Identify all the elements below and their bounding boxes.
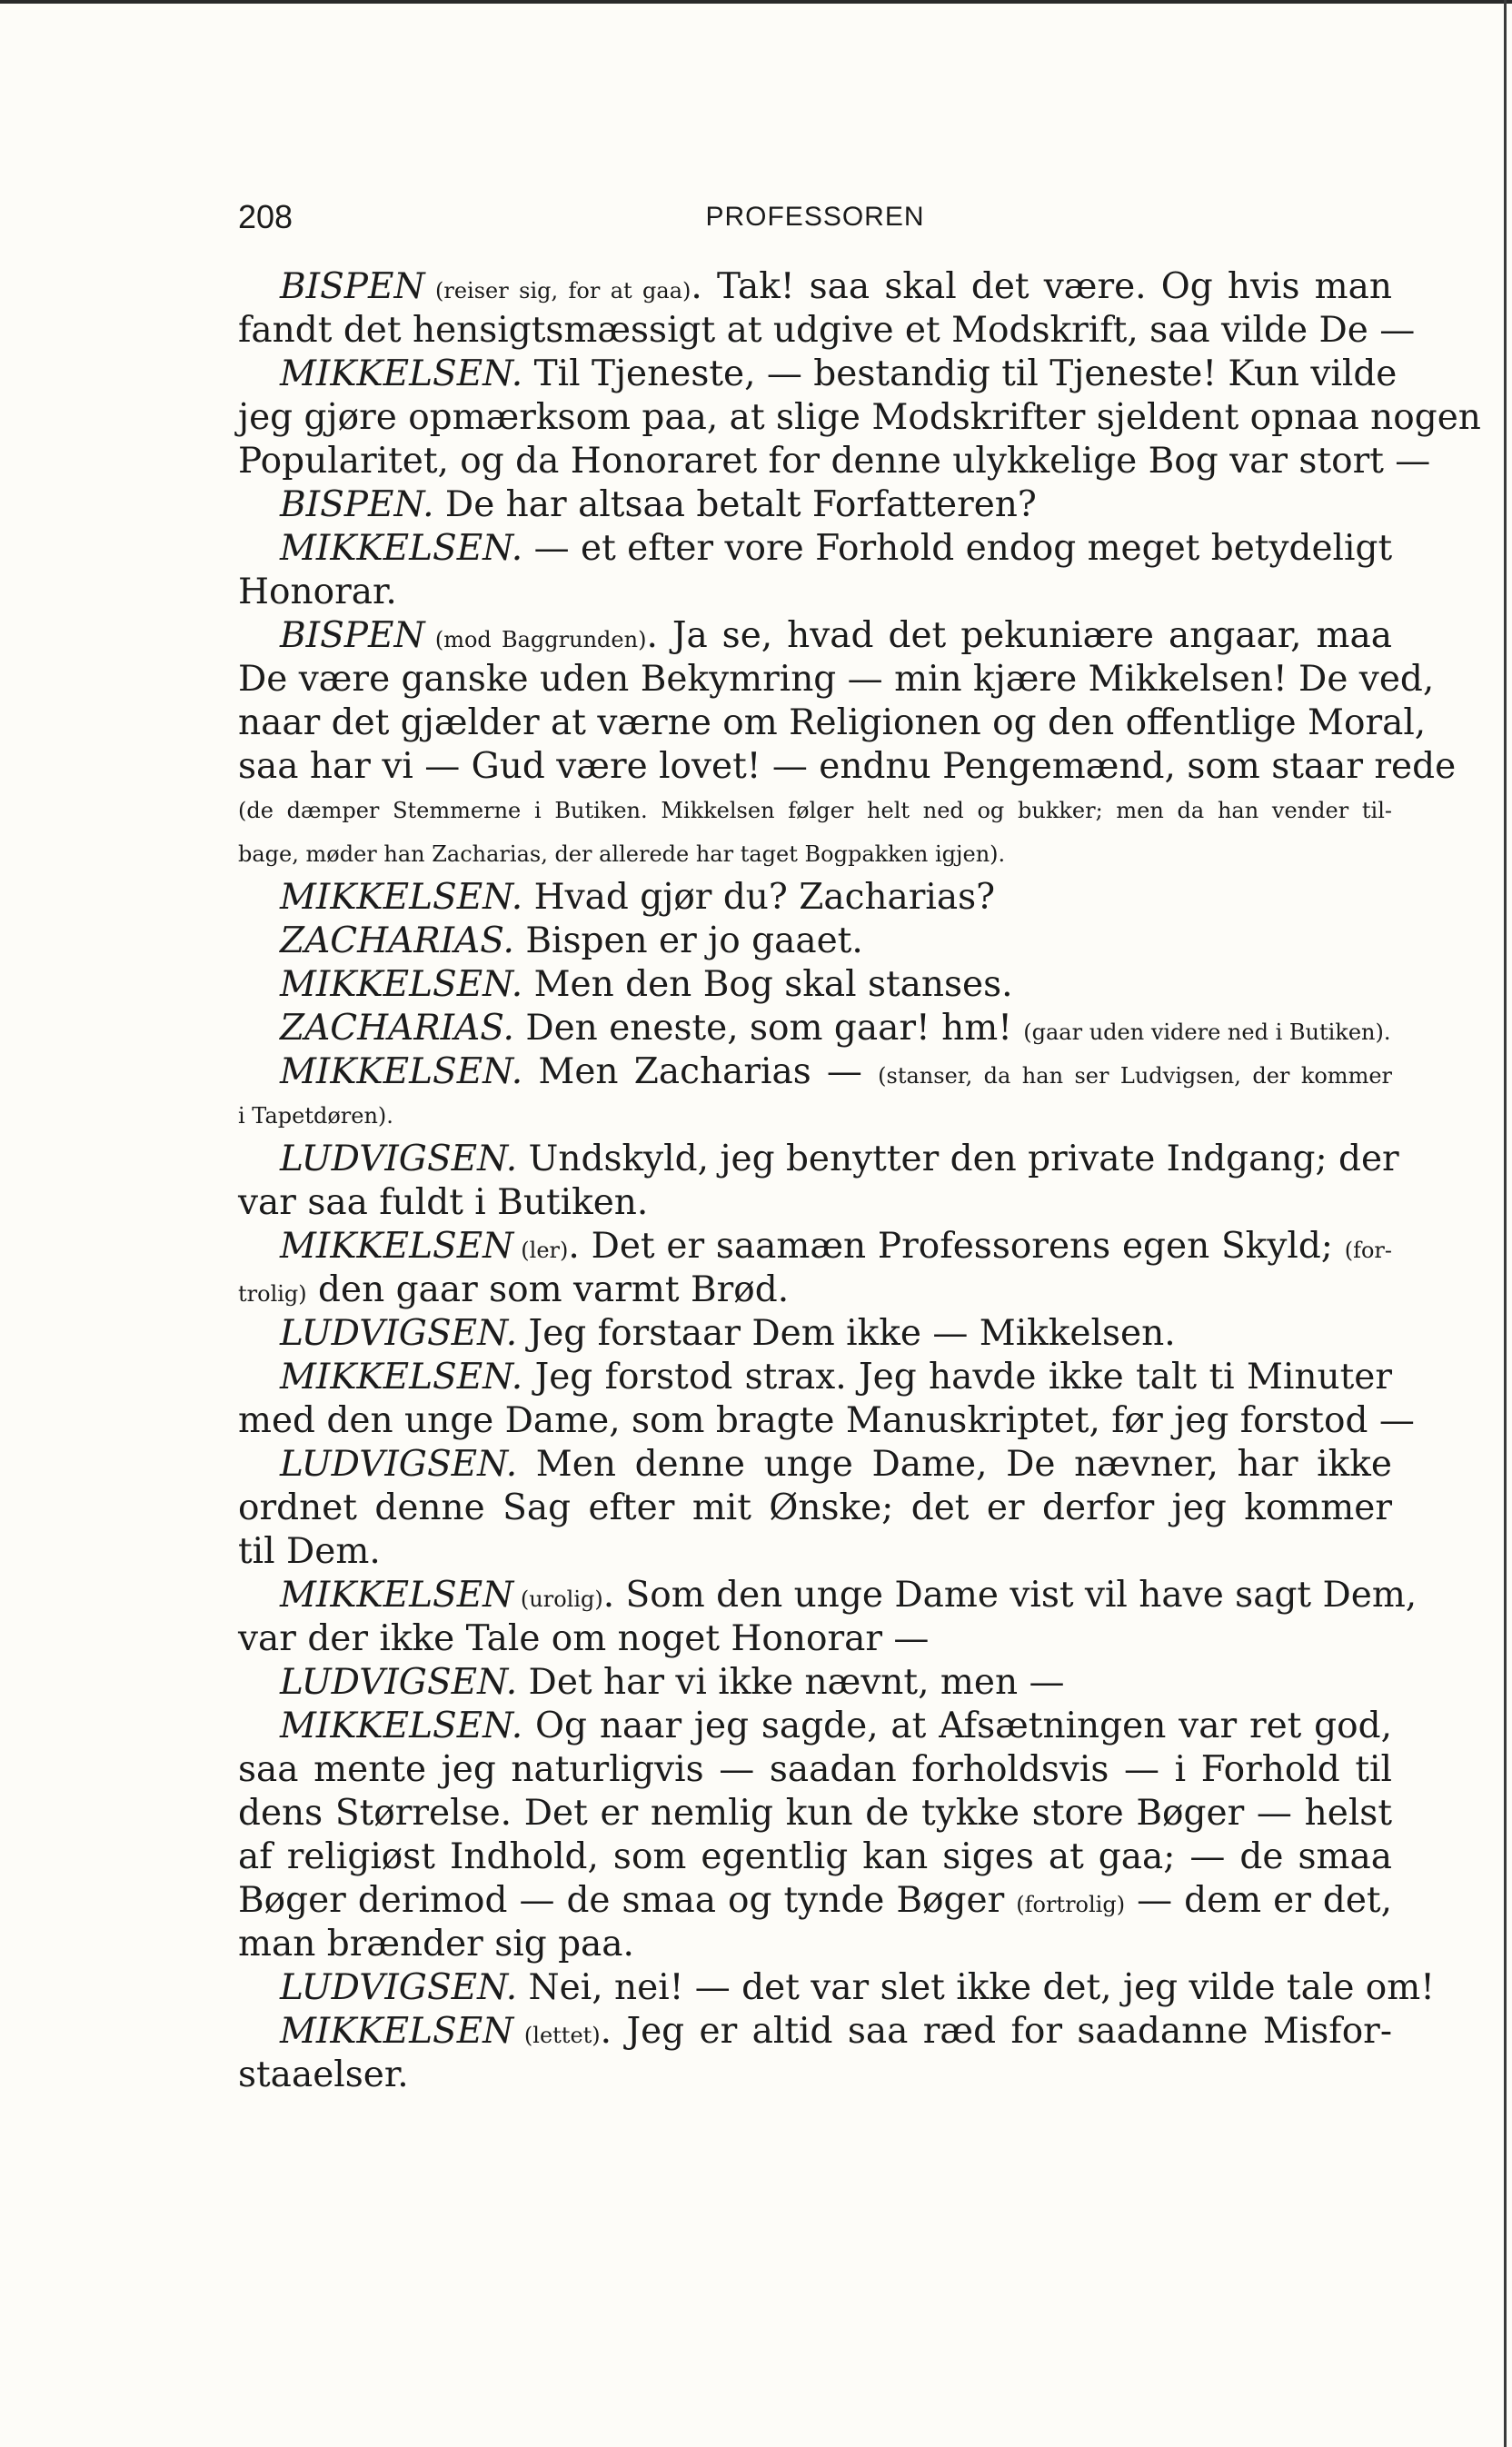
dialogue-text: man brænder sig paa. [238, 1924, 634, 1965]
text-line [238, 1443, 1392, 1487]
text-line [238, 701, 1427, 745]
stage-direction: (gaar uden videre ned i Butiken). [1023, 1020, 1391, 1045]
dialogue-text: Den eneste, som gaar! hm! [513, 1008, 1024, 1049]
dialogue-text: til Dem. [238, 1531, 381, 1572]
dialogue-text: Bøger derimod — de smaa og tynde Bøger [238, 1880, 1017, 1921]
text-line [238, 527, 1392, 571]
text-line [238, 745, 1457, 789]
text-line [238, 1966, 1435, 2010]
speaker-name: MIKKELSEN. [280, 528, 523, 569]
speaker-name: MIKKELSEN. [280, 1706, 523, 1746]
stage-direction: (ler) [513, 1238, 569, 1263]
stage-direction: (for- [1344, 1238, 1392, 1263]
text-line [238, 1487, 1392, 1530]
speaker-name: BISPEN [280, 615, 425, 656]
dialogue-text: . Tak! saa skal det være. Og hvis man [691, 266, 1392, 307]
speaker-name: MIKKELSEN [280, 1226, 514, 1267]
dialogue-text: De har altsaa betalt Forfatteren? [433, 484, 1037, 525]
text-line [238, 1792, 1392, 1835]
dialogue-text: jeg gjøre opmærksom paa, at slige Modskrifter sjeldent opnaa nogen [238, 397, 1481, 438]
text-line [238, 571, 1392, 614]
page-border-right [1504, 0, 1507, 2447]
text-line [238, 1138, 1399, 1181]
stage-direction: (urolig) [513, 1587, 603, 1612]
dialogue-text: Jeg forstaar Dem ikke — Mikkelsen. [517, 1313, 1176, 1354]
dialogue-text: naar det gjælder at værne om Religionen og den offentlige Moral, [238, 702, 1427, 743]
speaker-name: MIKKELSEN [280, 1575, 514, 1616]
text-line [238, 353, 1398, 396]
page-number: 208 [238, 198, 293, 235]
dialogue-text: den gaar som varmt Brød. [306, 1269, 790, 1310]
dialogue-text: Popularitet, og da Honoraret for denne ulykkelige Bog var stort — [238, 441, 1431, 482]
dialogue-text: ordnet denne Sag efter mit Ønske; det er derfor jeg kommer [238, 1487, 1392, 1528]
text-line [238, 1879, 1392, 1923]
play-text [238, 265, 1481, 2097]
dialogue-text: Honorar. [238, 572, 397, 612]
text-line [238, 483, 1392, 527]
stage-direction: (fortrolig) [1016, 1892, 1126, 1917]
text-line [238, 1356, 1392, 1399]
speaker-name: MIKKELSEN. [280, 1357, 523, 1398]
text-line [238, 2010, 1392, 2054]
running-title: PROFESSOREN [705, 202, 925, 232]
dialogue-text: med den unge Dame, som bragte Manuskriptet, før jeg forstod — [238, 1400, 1415, 1441]
stage-direction: (lettet) [513, 2023, 601, 2048]
speaker-name: ZACHARIAS. [280, 920, 514, 961]
text-line [238, 1399, 1415, 1443]
dialogue-text: staaelser. [238, 2054, 409, 2095]
text-line [238, 1225, 1392, 1268]
stage-direction: (reiser sig, for at gaa) [424, 278, 691, 303]
text-line [238, 1923, 1392, 1966]
speaker-name: BISPEN [280, 266, 425, 307]
dialogue-text: Jeg forstod strax. Jeg havde ikke talt ti Minuter [522, 1357, 1392, 1398]
speaker-name: MIKKELSEN. [280, 1051, 523, 1092]
dialogue-text: Men denne unge Dame, De nævner, har ikke [517, 1444, 1392, 1485]
text-line [238, 876, 1392, 920]
text-line [238, 1181, 1392, 1225]
text-line [238, 1835, 1392, 1879]
speaker-name: LUDVIGSEN. [280, 1313, 518, 1354]
text-line [238, 309, 1416, 353]
text-line [238, 1705, 1392, 1748]
dialogue-text: De være ganske uden Bekymring — min kjære Mikkelsen! De ved, [238, 659, 1435, 700]
dialogue-text: . Jeg er altid saa ræd for saadanne Misfor- [600, 2011, 1393, 2052]
text-line [238, 1661, 1392, 1705]
dialogue-text: af religiøst Indhold, som egentlig kan siges at gaa; — de smaa [238, 1836, 1392, 1877]
dialogue-text: Det har vi ikke nævnt, men — [517, 1662, 1065, 1703]
text-line [238, 1574, 1418, 1617]
dialogue-text: dens Størrelse. Det er nemlig kun de tykke store Bøger — helst [238, 1793, 1392, 1834]
speaker-name: LUDVIGSEN. [280, 1967, 518, 2008]
dialogue-text: — et efter vore Forhold endog meget betydeligt [522, 528, 1393, 569]
text-line [238, 1094, 1392, 1138]
stage-direction: (de dæmper Stemmerne i Butiken. Mikkelsen følger helt ned og bukker; men da han vender til- [238, 798, 1392, 823]
text-line [238, 1050, 1392, 1094]
dialogue-text: saa har vi — Gud være lovet! — endnu Pengemænd, som staar rede [238, 746, 1457, 787]
speaker-name: LUDVIGSEN. [280, 1662, 518, 1703]
dialogue-text: Og naar jeg sagde, at Afsætningen var ret god, [522, 1706, 1392, 1746]
dialogue-text: Men Zacharias — [522, 1051, 879, 1092]
speaker-name: MIKKELSEN [280, 2011, 514, 2052]
text-line [238, 440, 1431, 483]
speaker-name: BISPEN. [280, 484, 434, 525]
stage-direction: trolig) [238, 1281, 307, 1307]
text-line [238, 2054, 1392, 2097]
stage-direction: (mod Baggrunden) [424, 627, 647, 652]
speaker-name: LUDVIGSEN. [280, 1444, 518, 1485]
dialogue-text: . Som den unge Dame vist vil have sagt Dem, [602, 1575, 1418, 1616]
dialogue-text: fandt det hensigtsmæssigt at udgive et Modskrift, saa vilde De — [238, 310, 1416, 351]
speaker-name: MIKKELSEN. [280, 877, 523, 918]
dialogue-text: Bispen er jo gaaet. [513, 920, 863, 961]
page-border-top [0, 0, 1512, 4]
text-line [238, 396, 1481, 440]
speaker-name: MIKKELSEN. [280, 353, 523, 394]
text-line [238, 614, 1392, 658]
dialogue-text: Nei, nei! — det var slet ikke det, jeg vilde tale om! [517, 1967, 1435, 2008]
dialogue-text: Hvad gjør du? Zacharias? [522, 877, 996, 918]
text-line [238, 658, 1435, 701]
text-line [238, 265, 1392, 309]
dialogue-text: var saa fuldt i Butiken. [238, 1182, 649, 1223]
text-line [238, 1268, 1392, 1312]
text-line [238, 963, 1392, 1007]
speaker-name: ZACHARIAS. [280, 1008, 514, 1049]
dialogue-text: . Ja se, hvad det pekuniære angaar, maa [646, 615, 1393, 656]
stage-direction: i Tapetdøren). [238, 1103, 393, 1129]
text-line [238, 1748, 1392, 1792]
page-header [238, 198, 1392, 238]
text-line [238, 1617, 1392, 1661]
text-line [238, 1530, 1392, 1574]
stage-direction: (stanser, da han ser Ludvigsen, der kommer [878, 1063, 1392, 1089]
dialogue-text: Til Tjeneste, — bestandig til Tjeneste! Kun vilde [522, 353, 1398, 394]
speaker-name: MIKKELSEN. [280, 964, 523, 1005]
speaker-name: LUDVIGSEN. [280, 1139, 518, 1179]
text-line [238, 832, 1392, 876]
text-line [238, 920, 1392, 963]
dialogue-text: Men den Bog skal stanses. [522, 964, 1013, 1005]
text-line [238, 1312, 1392, 1356]
text-line [238, 789, 1392, 832]
dialogue-text: var der ikke Tale om noget Honorar — [238, 1618, 930, 1659]
dialogue-text: Undskyld, jeg benytter den private Indgang; der [517, 1139, 1399, 1179]
stage-direction: bage, møder han Zacharias, der allerede har taget Bogpakken igjen). [238, 841, 1006, 867]
dialogue-text: . Det er saamæn Professorens egen Skyld; [568, 1226, 1345, 1267]
dialogue-text: — dem er det, [1125, 1880, 1392, 1921]
dialogue-text: saa mente jeg naturligvis — saadan forholdsvis — i Forhold til [238, 1749, 1392, 1790]
text-line [238, 1007, 1392, 1050]
